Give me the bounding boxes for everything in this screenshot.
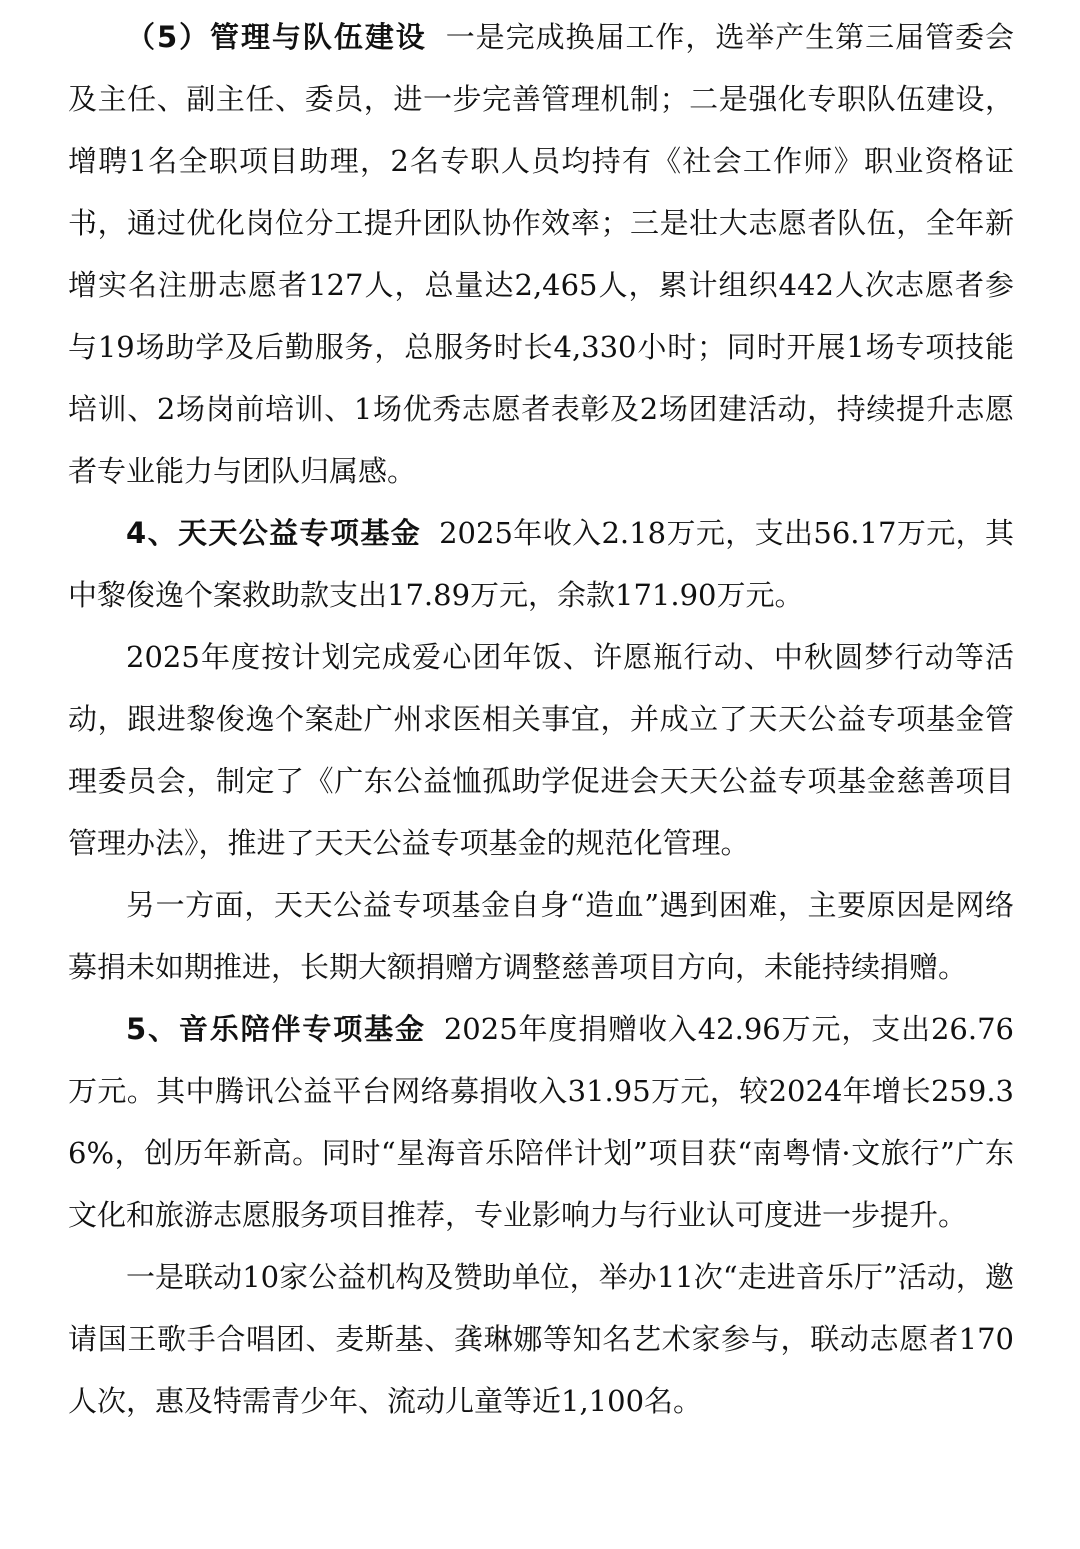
paragraph-tiantian-fund	[68, 502, 1014, 626]
paragraph-tiantian-difficulties	[68, 874, 1014, 998]
paragraph-tiantian-activities	[68, 626, 1014, 874]
paragraph-text: 一是联动10家公益机构及赞助单位，举办11次“走进音乐厅”活动，邀请国王歌手合唱团、麦斯基、龚琳娜等知名艺术家参与，联动志愿者170人次，惠及特需青少年、流动儿童等近1,100名。	[68, 1260, 1014, 1418]
paragraph-text: 2025年度按计划完成爱心团年饭、许愿瓶行动、中秋圆梦行动等活动，跟进黎俊逸个案赴广州求医相关事宜，并成立了天天公益专项基金管理委员会，制定了《广东公益恤孤助学促进会天天公益专项基金慈善项目管理办法》，推进了天天公益专项基金的规范化管理。	[68, 640, 1014, 860]
paragraph-text: 一是完成换届工作，选举产生第三届管委会及主任、副主任、委员，进一步完善管理机制；二是强化专职队伍建设，增聘1名全职项目助理，2名专职人员均持有《社会工作师》职业资格证书，通过优化岗位分工提升团队协作效率；三是壮大志愿者队伍，全年新增实名注册志愿者127人，总量达2,465人，累计组织442人次志愿者参与19场助学及后勤服务，总服务时长4,330小时；同时开展1场专项技能培训、2场岗前培训、1场优秀志愿者表彰及2场团建活动，持续提升志愿者专业能力与团队归属感。	[68, 20, 1014, 488]
section-heading-tiantian-fund: 4、天天公益专项基金	[126, 516, 422, 550]
section-heading-music-fund: 5、音乐陪伴专项基金	[126, 1012, 426, 1046]
paragraph-music-activities	[68, 1246, 1014, 1432]
section-heading-management: （5）管理与队伍建设	[126, 20, 427, 54]
paragraph-text: 2025年度捐赠收入42.96万元，支出26.76万元。其中腾讯公益平台网络募捐收入31.95万元，较2024年增长259.36%，创历年新高。同时“星海音乐陪伴计划”项目获“南粤情·文旅行”广东文化和旅游志愿服务项目推荐，专业影响力与行业认可度进一步提升。	[68, 1012, 1014, 1232]
paragraph-text: 另一方面，天天公益专项基金自身“造血”遇到困难，主要原因是网络募捐未如期推进，长期大额捐赠方调整慈善项目方向，未能持续捐赠。	[68, 888, 1014, 984]
paragraph-text: 2025年收入2.18万元，支出56.17万元，其中黎俊逸个案救助款支出17.89万元，余款171.90万元。	[68, 516, 1014, 612]
paragraph-music-fund	[68, 998, 1014, 1246]
paragraph-management-team	[68, 6, 1014, 502]
